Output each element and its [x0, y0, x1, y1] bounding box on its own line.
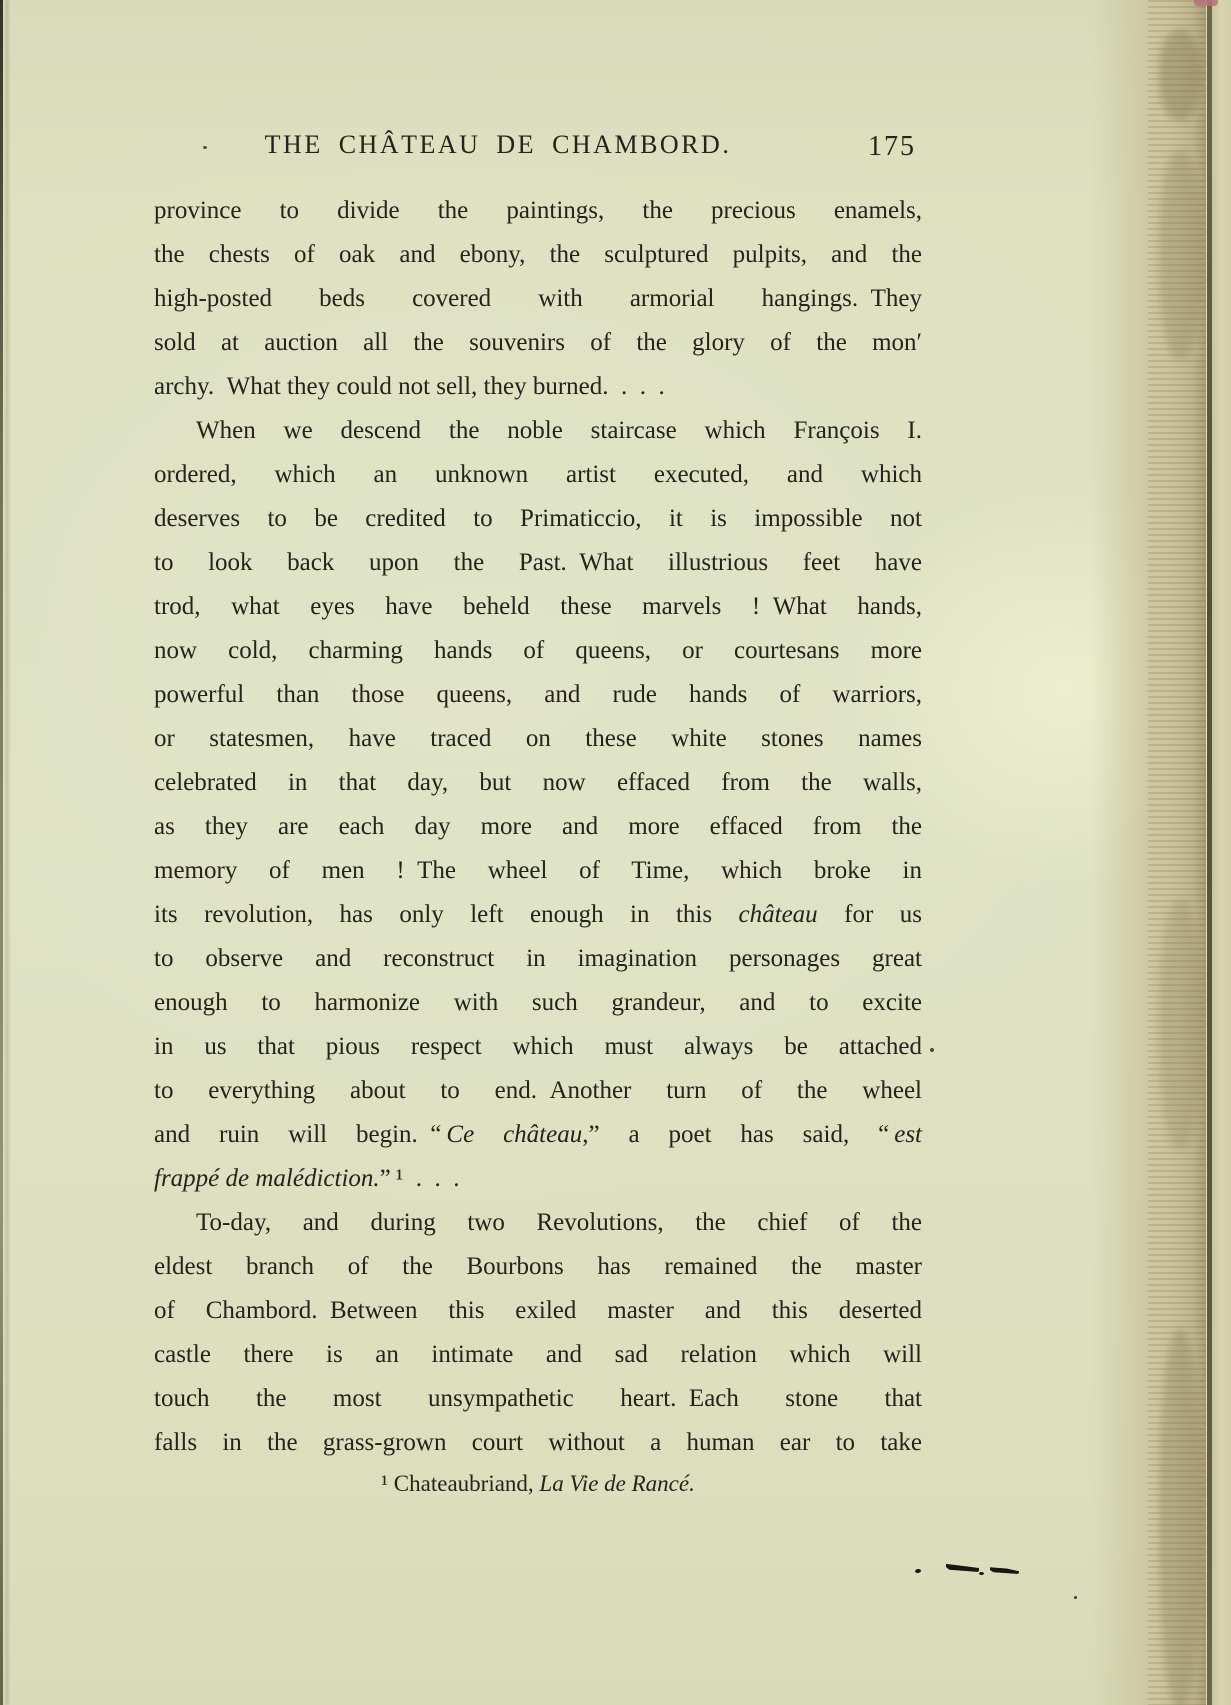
text-run: When we descend the noble staircase which François I.	[196, 417, 922, 444]
text-line	[154, 497, 922, 541]
text-run: and ruin will begin. “	[154, 1121, 447, 1148]
running-header	[154, 126, 922, 170]
body-lines	[154, 189, 922, 1465]
text-run: celebrated in that day, but now effaced from the walls,	[154, 769, 922, 796]
ink-mark	[990, 1565, 1019, 1574]
ink-speck	[203, 146, 207, 149]
ink-mark	[946, 1563, 979, 1572]
text-run: To-day, and during two Revolutions, the chief of the	[196, 1209, 922, 1236]
text-run: ordered, which an unknown artist executed, and which	[154, 461, 922, 488]
text-run: memory of men ! The wheel of Time, which broke in	[154, 857, 922, 884]
text-run: the chests of oak and ebony, the sculptured pulpits, and the	[154, 241, 922, 268]
italic-text-run: La Vie de Rancé.	[539, 1471, 695, 1496]
text-run: ,” a poet has said, “	[582, 1121, 895, 1148]
fore-edge-smudge	[1159, 1330, 1201, 1705]
text-line	[154, 453, 922, 497]
italic-text-run: est	[894, 1121, 922, 1148]
left-page-edge	[0, 0, 3, 1705]
text-line	[154, 1245, 922, 1289]
text-line	[154, 1157, 922, 1201]
italic-text-run: Ce château	[446, 1121, 583, 1148]
text-line	[154, 1377, 922, 1421]
text-run: its revolution, has only left enough in this	[154, 901, 739, 928]
text-run: sold at auction all the souvenirs of the glory of the mon′	[154, 329, 922, 356]
fore-edge-smudge	[1159, 150, 1201, 360]
page-title: THE CHÂTEAU DE CHAMBORD.	[264, 130, 732, 159]
text-line	[154, 585, 922, 629]
text-run: touch the most unsympathetic heart. Each stone that	[154, 1385, 922, 1412]
text-run: enough to harmonize with such grandeur, and to excite	[154, 989, 922, 1016]
text-line	[154, 937, 922, 981]
text-run: province to divide the paintings, the precious enamels,	[154, 197, 922, 224]
fore-edge-smudge	[1159, 30, 1201, 120]
text-line	[154, 321, 922, 365]
text-run: or statesmen, have traced on these white stones names	[154, 725, 922, 752]
ink-speck	[1074, 1596, 1077, 1599]
cover-edge-strip	[1212, 0, 1231, 1705]
text-line	[154, 1333, 922, 1377]
text-line	[154, 717, 922, 761]
text-run: deserves to be credited to Primaticcio, it is impossible not	[154, 505, 922, 532]
text-run: falls in the grass-grown court without a human ear to take	[154, 1429, 922, 1456]
text-run: castle there is an intimate and sad relation which will	[154, 1341, 922, 1368]
page-number: 175	[868, 131, 916, 162]
fore-edge-smudge	[1159, 900, 1201, 1150]
text-line	[154, 189, 922, 233]
text-run: ¹ Chateaubriand,	[381, 1471, 540, 1496]
text-run: trod, what eyes have beheld these marvels ! What hands,	[154, 593, 922, 620]
text-run: ” ¹ . . .	[379, 1165, 460, 1192]
text-run: in us that pious respect which must always be attached	[154, 1033, 922, 1060]
text-run: of Chambord. Between this exiled master and this deserted	[154, 1297, 922, 1324]
ink-mark	[915, 1569, 922, 1574]
edge-color-speck	[1194, 0, 1218, 6]
text-line	[154, 673, 922, 717]
text-line	[154, 1201, 922, 1245]
text-run: as they are each day more and more effaced from the	[154, 813, 922, 840]
italic-text-run: frappé de malédiction.	[154, 1165, 380, 1192]
page-curve-shadow	[1090, 0, 1150, 1705]
text-line	[154, 409, 922, 453]
text-line	[154, 365, 922, 409]
text-line	[154, 233, 922, 277]
text-line	[154, 1113, 922, 1157]
text-line	[154, 893, 922, 937]
text-line	[154, 849, 922, 893]
text-run: to everything about to end. Another turn of the wheel	[154, 1077, 922, 1104]
text-run: now cold, charming hands of queens, or courtesans more	[154, 637, 922, 664]
text-line	[154, 541, 922, 585]
text-line	[154, 981, 922, 1025]
text-line	[154, 1289, 922, 1333]
text-run: archy. What they could not sell, they burned. . . .	[154, 373, 665, 400]
left-page-crease	[5, 0, 9, 1705]
text-run: to look back upon the Past. What illustrious feet have	[154, 549, 922, 576]
text-line	[154, 629, 922, 673]
text-run: powerful than those queens, and rude hands of warriors,	[154, 681, 922, 708]
text-run: eldest branch of the Bourbons has remained the master	[154, 1253, 922, 1280]
ink-mark	[979, 1572, 984, 1575]
text-line	[154, 277, 922, 321]
ink-speck	[930, 1048, 934, 1052]
text-run: to observe and reconstruct in imagination personages great	[154, 945, 922, 972]
text-line	[154, 1025, 922, 1069]
text-line	[154, 1421, 922, 1465]
italic-text-run: château	[738, 901, 818, 928]
text-line	[154, 761, 922, 805]
text-run: high-posted beds covered with armorial hangings. They	[154, 285, 922, 312]
text-run: for us	[817, 901, 922, 928]
footnote	[154, 1468, 922, 1500]
text-line	[154, 1069, 922, 1113]
text-line	[154, 805, 922, 849]
